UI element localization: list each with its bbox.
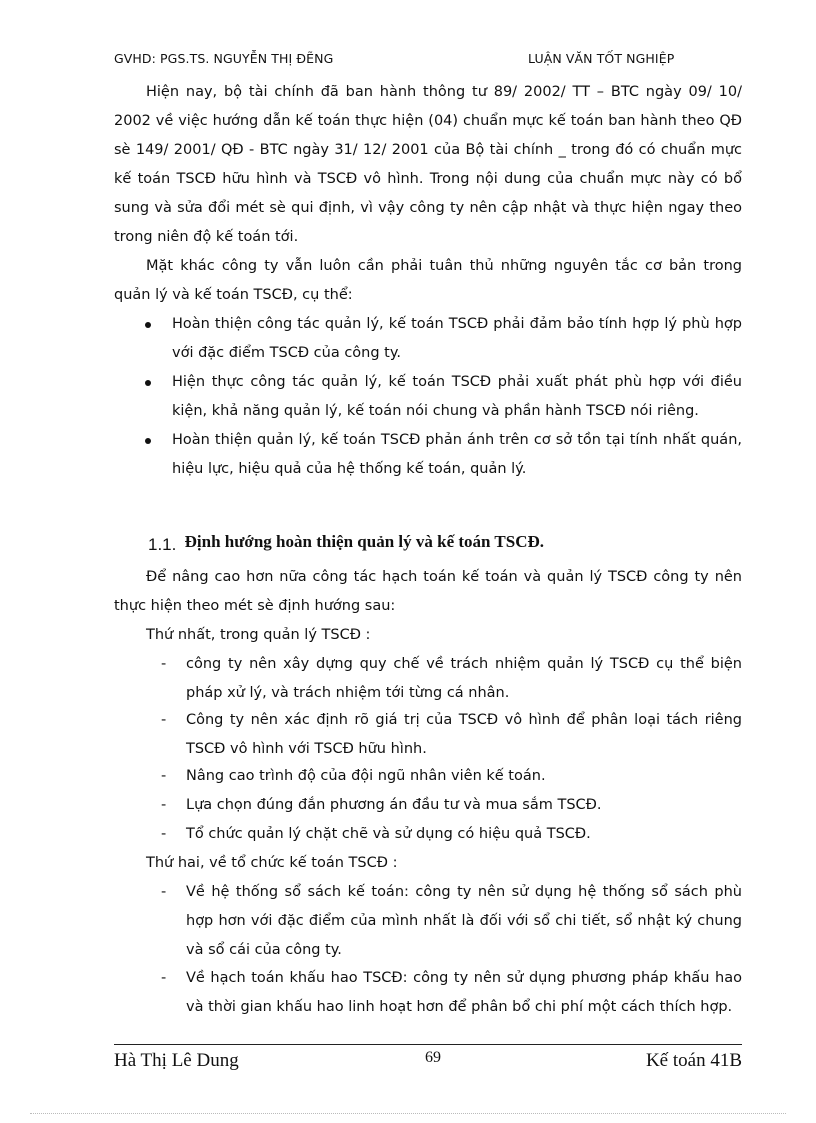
list-item <box>161 650 742 708</box>
dash-icon: - <box>161 656 167 672</box>
footer-author: Hà Thị Lê Dung <box>114 1050 239 1071</box>
list-item <box>161 762 742 791</box>
bullet-icon <box>145 438 151 444</box>
list-item-text: Tổ chức quản lý chặt chẽ và sử dụng có hiệu quả TSCĐ. <box>186 826 591 842</box>
dash-icon: - <box>161 884 167 900</box>
list-item-text: Lựa chọn đúng đắn phương án đầu tư và mua sắm TSCĐ. <box>186 797 602 813</box>
dash-icon: - <box>161 768 167 784</box>
bullet-icon <box>145 380 151 386</box>
bullet-text: Hoàn thiện công tác quản lý, kế toán TSCĐ phải đảm bảo tính hợp lý phù hợp với đặc điểm TSCĐ của công ty. <box>172 316 742 361</box>
list-item <box>161 878 742 965</box>
dash-icon: - <box>161 797 167 813</box>
page-bottom-border <box>30 1113 786 1114</box>
list-item <box>161 820 742 849</box>
section-heading <box>148 532 544 552</box>
footer-class: Kế toán 41B <box>645 1050 742 1071</box>
bullet-text: Hoàn thiện quản lý, kế toán TSCĐ phản ánh trên cơ sở tồn tại tính nhất quán, hiệu lực, hiệu quả của hệ thống kế toán, quản lý. <box>172 432 742 477</box>
second-label: Thứ hai, về tổ chức kế toán TSCĐ : <box>146 855 398 871</box>
section-number: 1.1. <box>148 535 177 554</box>
dash-icon: - <box>161 712 167 728</box>
list-item-text: Nâng cao trình độ của đội ngũ nhân viên kế toán. <box>186 768 546 784</box>
list-item <box>161 706 742 764</box>
list-item <box>161 964 742 1022</box>
list-item-text: Công ty nên xác định rõ giá trị của TSCĐ vô hình để phân loại tách riêng TSCĐ vô hình với TSCĐ hữu hình. <box>186 712 742 757</box>
intro-paragraph-2: Mặt khác công ty vẫn luôn cần phải tuân thủ những nguyên tắc cơ bản trong quản lý và kế toán TSCĐ, cụ thể: <box>114 258 742 303</box>
list-item-text: Về hệ thống sổ sách kế toán: công ty nên sử dụng hệ thống sổ sách phù hợp hơn với đặc điểm của mình nhất là đối với sổ chi tiết, sổ nhật ký chung và sổ cái của công ty. <box>186 884 742 958</box>
intro-paragraph-1: Hiện nay, bộ tài chính đã ban hành thông tư 89/ 2002/ TT – BTC ngày 09/ 10/ 2002 về việc hướng dẫn kế toán thực hiện (04) chuẩn mực kế toán ban hành theo QĐ sè 149/ 2001/ QĐ - BTC ngày 31/ 12/ 2001 của Bộ tài chính _ trong đó có chuẩn mực kế toán TSCĐ hữu hình và TSCĐ vô hình. Trong nội dung của chuẩn mực này có bổ sung và sửa đổi mét sè qui định, vì vậy công ty nên cập nhật và thực hiện ngay theo trong niên độ kế toán tới. <box>114 84 742 245</box>
list-item <box>161 791 742 820</box>
bullet-item <box>172 310 742 368</box>
list-item-text: Về hạch toán khấu hao TSCĐ: công ty nên sử dụng phương pháp khấu hao và thời gian khấu hao linh hoạt hơn để phân bổ chi phí một cách thích hợp. <box>186 970 742 1015</box>
bullet-text: Hiện thực công tác quản lý, kế toán TSCĐ phải xuất phát phù hợp với điều kiện, khả năng quản lý, kế toán nói chung và phần hành TSCĐ nói riêng. <box>172 374 742 419</box>
first-label: Thứ nhất, trong quản lý TSCĐ : <box>146 627 371 643</box>
dash-icon: - <box>161 826 167 842</box>
bullet-icon <box>145 322 151 328</box>
page-header-left: GVHD: PGS.TS. NGUYỄN THỊ ĐẼNG <box>114 51 334 66</box>
bullet-item <box>172 368 742 426</box>
page-number: 69 <box>425 1049 441 1066</box>
dash-icon: - <box>161 970 167 986</box>
footer-divider <box>114 1044 742 1045</box>
bullet-item <box>172 426 742 484</box>
list-item-text: công ty nên xây dựng quy chế về trách nhiệm quản lý TSCĐ cụ thể biện pháp xử lý, và trách nhiệm tới từng cá nhân. <box>186 656 742 701</box>
page-header-right: LUẬN VĂN TỐT NGHIỆP <box>528 51 675 66</box>
section-paragraph-1: Để nâng cao hơn nữa công tác hạch toán kế toán và quản lý TSCĐ công ty nên thực hiện theo mét sè định hướng sau: <box>114 569 742 614</box>
section-title: Định hướng hoàn thiện quản lý và kế toán TSCĐ. <box>184 532 545 551</box>
